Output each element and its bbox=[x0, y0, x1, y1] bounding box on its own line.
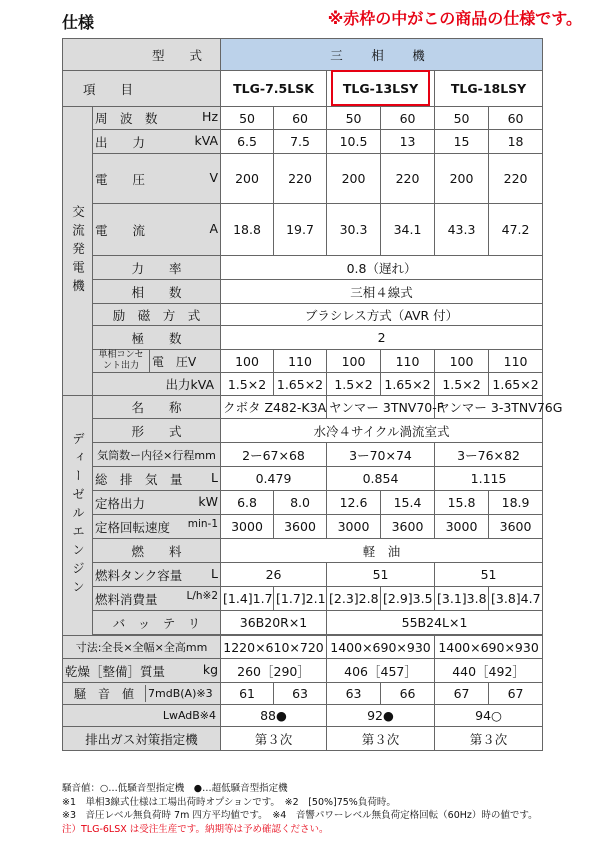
cell: 3600 bbox=[489, 515, 543, 539]
row-label: 形 式 bbox=[93, 419, 221, 443]
page-heading: 仕様 bbox=[62, 13, 95, 32]
cell: 55B24L×1 bbox=[327, 611, 543, 635]
cell: ヤンマー 3TNV70-F bbox=[327, 396, 435, 419]
cell: 200 bbox=[221, 154, 274, 204]
cell: 1220×610×720 bbox=[221, 636, 327, 659]
single-outlet-sub bbox=[93, 350, 220, 372]
cell: 100 bbox=[435, 350, 489, 373]
row-label bbox=[93, 587, 221, 611]
row-label bbox=[93, 130, 221, 154]
cell: 63 bbox=[327, 683, 381, 705]
cell: 110 bbox=[274, 350, 327, 373]
cell: 第３次 bbox=[221, 727, 327, 751]
cell: 3600 bbox=[274, 515, 327, 539]
row-label bbox=[93, 154, 221, 204]
cell: 1400×690×930 bbox=[435, 636, 543, 659]
red-note: 注）TLG-6LSX は受注生産です。納期等は予め確認ください。 bbox=[62, 823, 329, 835]
footnote: ※1 単相3線式仕様は工場出荷時オプションです。 ※2 [50%]75%負荷時。 bbox=[62, 796, 396, 808]
cell: 6.8 bbox=[221, 491, 274, 515]
row-label bbox=[93, 563, 221, 587]
cell: クボタ Z482-K3A bbox=[221, 396, 327, 419]
model-name-selected: TLG-13LSY bbox=[327, 71, 435, 107]
cell-merged: 2 bbox=[221, 326, 543, 350]
cell: 18.9 bbox=[489, 491, 543, 515]
cell: 1.5×2 bbox=[327, 373, 381, 396]
cell: 51 bbox=[435, 563, 543, 587]
footnote: 騒音値：○…低騒音型指定機 ●…超低騒音型指定機 bbox=[62, 783, 288, 794]
cell: [1.4]1.7 bbox=[221, 587, 274, 611]
cell: 50 bbox=[221, 107, 274, 130]
cell: 12.6 bbox=[327, 491, 381, 515]
row-label: 寸法:全長×全幅×全高mm bbox=[63, 636, 221, 659]
row-label bbox=[93, 467, 221, 491]
cell: 1.5×2 bbox=[221, 373, 274, 396]
cell: 67 bbox=[435, 683, 489, 705]
cell: 2ー67×68 bbox=[221, 443, 327, 467]
cell: 50 bbox=[327, 107, 381, 130]
cell: 110 bbox=[381, 350, 435, 373]
row-label: 名 称 bbox=[93, 396, 221, 419]
cell: 200 bbox=[435, 154, 489, 204]
row-label-text: 出 力 bbox=[95, 134, 146, 150]
selection-notice: ※赤枠の中がこの商品の仕様です。 bbox=[327, 9, 582, 28]
row-label bbox=[93, 515, 221, 539]
cell: 26 bbox=[221, 563, 327, 587]
row-label: 電 圧V bbox=[150, 350, 221, 372]
cell: 15.4 bbox=[381, 491, 435, 515]
cell: 6.5 bbox=[221, 130, 274, 154]
cell: 0.854 bbox=[327, 467, 435, 491]
row-label: 相 数 bbox=[93, 280, 221, 304]
cell: 15 bbox=[435, 130, 489, 154]
cell: 100 bbox=[221, 350, 274, 373]
group-diesel-engine: ディーゼルエンジン bbox=[63, 396, 93, 636]
row-unit: L bbox=[211, 565, 219, 581]
item-label: 項 目 bbox=[63, 71, 221, 107]
noise-label: 騒 音 値 bbox=[74, 687, 135, 701]
cell: 1400×690×930 bbox=[327, 636, 435, 659]
cell: 200 bbox=[327, 154, 381, 204]
footnote: ※3 音圧レベル無負荷時 7m 四方平均値です。 ※4 音響パワーレベル無負荷定格回転（60Hz）時の値です。 bbox=[62, 810, 538, 821]
cell: 260［290］ bbox=[221, 659, 327, 683]
cell: 60 bbox=[489, 107, 543, 130]
cell: 18 bbox=[489, 130, 543, 154]
cell: [2.3]2.8 bbox=[327, 587, 381, 611]
row-label bbox=[63, 659, 221, 683]
cell: [2.9]3.5 bbox=[381, 587, 435, 611]
cell: 67 bbox=[489, 683, 543, 705]
spec-table bbox=[62, 38, 563, 751]
cell: 10.5 bbox=[327, 130, 381, 154]
cell: 18.8 bbox=[221, 204, 274, 256]
row-label-text: 燃料消費量 bbox=[95, 591, 158, 607]
row-unit: kg bbox=[202, 661, 219, 677]
cell: 3000 bbox=[435, 515, 489, 539]
phase-header: 三 相 機 bbox=[221, 39, 543, 71]
cell: 36B20R×1 bbox=[221, 611, 327, 635]
cell: 3ー70×74 bbox=[327, 443, 435, 467]
cell: 3ー76×82 bbox=[435, 443, 543, 467]
row-label: 出力kVA bbox=[93, 373, 221, 396]
row-unit: Hz bbox=[202, 109, 219, 124]
cell: 63 bbox=[274, 683, 327, 705]
cell-merged: 水冷４サイクル渦流室式 bbox=[221, 419, 543, 443]
row-unit: L bbox=[211, 469, 219, 485]
row-label: バ ッ テ リ bbox=[93, 611, 221, 635]
cell: 13 bbox=[381, 130, 435, 154]
cell: 61 bbox=[221, 683, 274, 705]
cell: 440［492］ bbox=[435, 659, 543, 683]
cell: 1.65×2 bbox=[489, 373, 543, 396]
cell: 3000 bbox=[327, 515, 381, 539]
cell: 51 bbox=[327, 563, 435, 587]
row-label bbox=[93, 107, 221, 130]
cell: 47.2 bbox=[489, 204, 543, 256]
row-label-text: 総 排 気 量 bbox=[95, 471, 183, 487]
cell: 34.1 bbox=[381, 204, 435, 256]
cell: 1.65×2 bbox=[274, 373, 327, 396]
cell: 50 bbox=[435, 107, 489, 130]
row-label-text: 電 流 bbox=[95, 222, 146, 238]
cell: [3.8]4.7 bbox=[489, 587, 543, 611]
cell: 220 bbox=[274, 154, 327, 204]
single-outlet-cell bbox=[93, 350, 221, 373]
row-label-text: 定格出力 bbox=[95, 495, 146, 511]
cell-merged: ブラシレス方式（AVR 付） bbox=[221, 304, 543, 326]
cell: 92● bbox=[327, 705, 435, 727]
noise-label-cell bbox=[63, 683, 221, 705]
selected-model-frame bbox=[331, 70, 430, 106]
cell: 15.8 bbox=[435, 491, 489, 515]
cell: 43.3 bbox=[435, 204, 489, 256]
cell: 7.5 bbox=[274, 130, 327, 154]
cell: 94○ bbox=[435, 705, 543, 727]
single-outlet-label: 単相コンセント出力 bbox=[98, 350, 144, 371]
noise-sub bbox=[63, 685, 220, 702]
footnotes bbox=[62, 782, 582, 836]
row-label: 極 数 bbox=[93, 326, 221, 350]
cell: 60 bbox=[381, 107, 435, 130]
cell: 1.65×2 bbox=[381, 373, 435, 396]
cell: 第３次 bbox=[435, 727, 543, 751]
row-label bbox=[93, 204, 221, 256]
cell: 1.5×2 bbox=[435, 373, 489, 396]
row-label: 気筒数ー内径×行程mm bbox=[93, 443, 221, 467]
cell: 88● bbox=[221, 705, 327, 727]
cell: [1.7]2.1 bbox=[274, 587, 327, 611]
row-label-text: 燃料タンク容量 bbox=[95, 567, 183, 583]
cell-merged: 0.8（遅れ） bbox=[221, 256, 543, 280]
row-label: 励 磁 方 式 bbox=[93, 304, 221, 326]
row-unit: V bbox=[209, 169, 219, 185]
cell: 8.0 bbox=[274, 491, 327, 515]
cell: [3.1]3.8 bbox=[435, 587, 489, 611]
cell-merged: 三相４線式 bbox=[221, 280, 543, 304]
cell: 1.115 bbox=[435, 467, 543, 491]
cell: 100 bbox=[327, 350, 381, 373]
cell: 60 bbox=[274, 107, 327, 130]
cell: 19.7 bbox=[274, 204, 327, 256]
cell: 第３次 bbox=[327, 727, 435, 751]
row-label: 力 率 bbox=[93, 256, 221, 280]
row-label-text: 定格回転速度 bbox=[95, 519, 171, 535]
cell: 220 bbox=[381, 154, 435, 204]
model-name: TLG-7.5LSK bbox=[221, 71, 327, 107]
cell: 3600 bbox=[381, 515, 435, 539]
row-label-text: 電 圧 bbox=[95, 171, 146, 187]
row-unit: kVA bbox=[194, 132, 219, 148]
row-unit: min-1 bbox=[187, 517, 219, 530]
cell: 66 bbox=[381, 683, 435, 705]
row-unit: L/h※2 bbox=[186, 589, 219, 602]
cell: 0.479 bbox=[221, 467, 327, 491]
cell-merged: 軽 油 bbox=[221, 539, 543, 563]
row-label-text: 乾燥［整備］質量 bbox=[65, 663, 166, 679]
group-ac-generator: 交流発電機 bbox=[63, 107, 93, 396]
row-label: 排出ガス対策指定機 bbox=[63, 727, 221, 751]
type-label: 型 式 bbox=[63, 39, 221, 71]
cell: 220 bbox=[489, 154, 543, 204]
row-unit: A bbox=[209, 220, 219, 236]
row-label: LwAdB※4 bbox=[63, 705, 221, 727]
cell: 3000 bbox=[221, 515, 274, 539]
row-label bbox=[93, 491, 221, 515]
cell: 110 bbox=[489, 350, 543, 373]
row-label: 7mdB(A)※3 bbox=[146, 685, 221, 702]
row-label-text: 周 波 数 bbox=[95, 111, 158, 126]
cell: ヤンマー 3-3TNV76G bbox=[435, 396, 543, 419]
model-name: TLG-18LSY bbox=[435, 71, 543, 107]
row-label: 燃 料 bbox=[93, 539, 221, 563]
cell: 30.3 bbox=[327, 204, 381, 256]
row-unit: kW bbox=[198, 493, 219, 509]
cell: 406［457］ bbox=[327, 659, 435, 683]
